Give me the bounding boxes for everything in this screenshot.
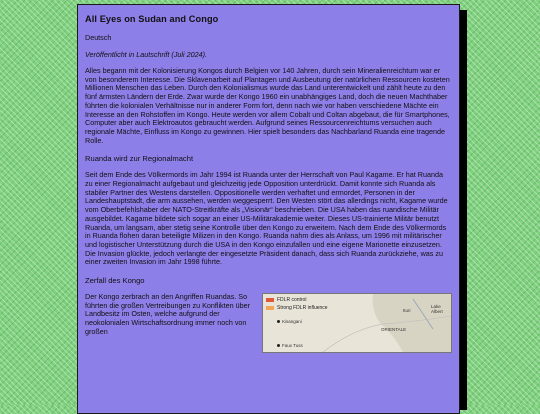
- publication-note: Veröffentlicht in Lautschrift (Juli 2024).: [85, 50, 207, 59]
- map-legend: [266, 297, 328, 313]
- article-title: All Eyes on Sudan and Congo: [85, 14, 219, 24]
- map-label-orientale: ORIENTALE: [381, 327, 407, 333]
- map-label-faux: Faux Tuss: [282, 343, 303, 349]
- legend-swatch-fdlr-influence: [266, 306, 274, 310]
- section-heading-ruanda: Ruanda wird zur Regionalmacht: [85, 154, 194, 164]
- legend-label: Strong FDLR influence: [277, 305, 328, 312]
- zerfall-paragraph: Der Kongo zerbrach an den Angriffen Ruandas. So führten die großen Vertreibungen zu Konflikten über Landbesitz im Osten, welche aufgrund der neokolonialen Wirtschaftsordnung immer noch von großen: [85, 292, 251, 336]
- legend-item: [266, 297, 328, 303]
- legend-label: FDLR control: [277, 297, 307, 304]
- map-label-lake-albert: Lake Albert: [431, 304, 443, 315]
- zerfall-section: [85, 293, 452, 353]
- map-label-ituri: Ituri: [403, 308, 411, 314]
- intro-paragraph: Alles begann mit der Kolonisierung Kongos durch Belgien vor 140 Jahren, durch sein Mineralienreichtum war er von besonderem Interesse. Die Sklavenarbeit auf Plantagen und Ausbeutung der natürlichen Ressourcen kosteten Millionen Menschen das Leben. Durch den Kolonialismus wurde das Land unterentwickelt und zählt heute zu den fünf ärmsten Ländern der Erde. Zwar wurde der Kongo 1960 ein unabhängiges Land, doch die neuen Machthaber führten die kolonialen Verhältnisse nur in anderer Form fort, denn nach wie vor haben verschiedene Mächte ein Interesse an den Rohstoffen im Kongo. Heute werden vor allem Cobalt und Coltan abgebaut, die für Smartphones, Computer aber auch Elektroautos gebraucht werden. Aufgrund seines Ressourcenreichtums versuchen auch regionale Mächte, Einfluss im Kongo zu gewinnen. Hier spielt besonders das Nachbarland Ruanda eine tragende Rolle.: [85, 66, 450, 145]
- language-label[interactable]: Deutsch: [85, 33, 112, 42]
- legend-swatch-fdlr-control: [266, 298, 274, 302]
- legend-item: [266, 305, 328, 311]
- map-label-kisangani: Kisangani: [282, 319, 302, 325]
- ruanda-paragraph: Seit dem Ende des Völkermords im Jahr 1994 ist Ruanda unter der Herrschaft von Paul Kagame. Er hat Ruanda zu einer Regionalmacht aufgebaut und gleichzeitig jede Opposition unterdrückt. Damit konnte sich Ruanda als stabiler Partner des Westens darstellen. Oppositionelle werden verhaftet und ermordet, Personen in der Landeshauptstadt, die arm aussehen, werden weggesperrt. Den Westen stört das allerdings nicht, Kagame wurde vom Oberbefehlshaber der NATO-Streitkräfte als „Visionär“ beschrieben. Die USA haben das ruandische Militär ausgebildet. Kagame bildete sich sogar an einer US-Militärakademie weiter. Dieses US-trainierte Militär benutzt Ruanda, um langsam, aber stetig seine Kontrolle über den Kongo zu erweitern. Nach dem Ende des Völkermords in Ruanda flohen daran beteiligte Milizen in den Kongo. Ruanda nahm dies als Anlass, um 1996 mit militärischer und logistischer Unterstützung durch die USA in den Kongo einzufallen und eine eigene Marionette einzusetzen. Die Invasion glückte, jedoch verlangte der eingesetzte Präsident danach, dass sich Ruanda zurückziehe, was zu einer zweiten Invasion im Jahr 1998 führte.: [85, 170, 448, 267]
- fdlr-map: [262, 293, 452, 353]
- article-card: [77, 4, 460, 414]
- section-heading-zerfall: Zerfall des Kongo: [85, 276, 145, 286]
